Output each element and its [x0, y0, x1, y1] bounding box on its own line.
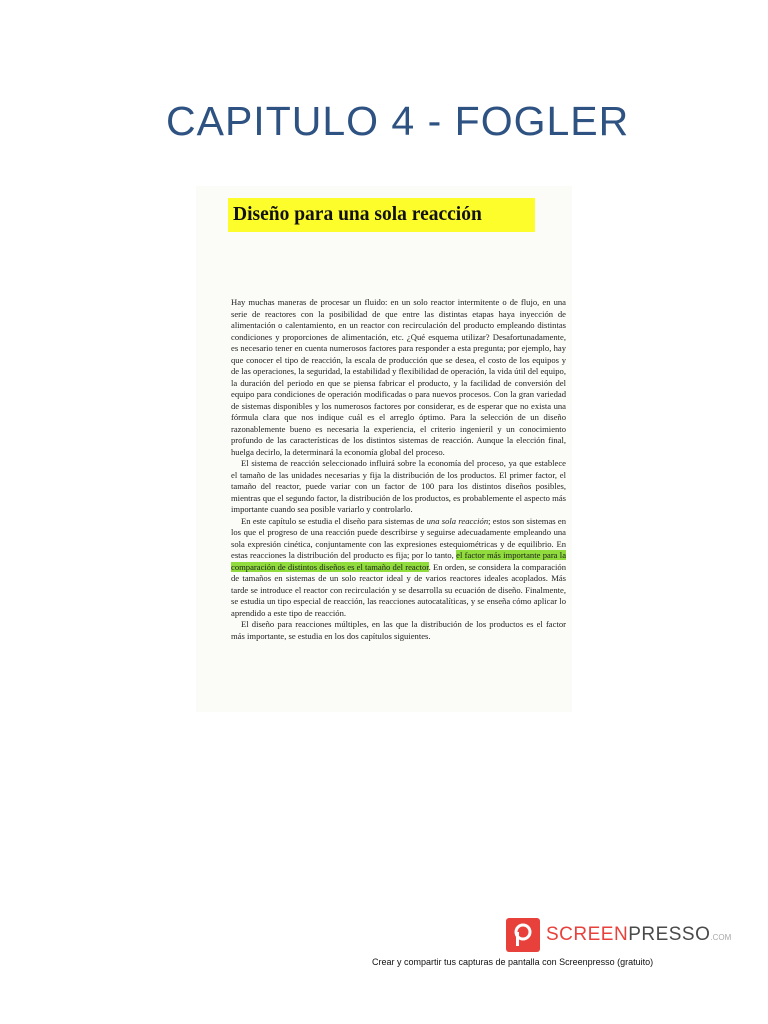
logo-presso: PRESSO [628, 924, 711, 945]
paragraph-4: El diseño para reacciones múltiples, en las que la distribución de los productos es el factor más importante, se estudia en los dos capítulos siguientes. [231, 619, 566, 641]
paragraph-2: El sistema de reacción seleccionado influirá sobre la economía del proceso, ya que establece el tamaño de las unidades necesarias y fija la distribución de los productos. El primer factor, el tamaño del reactor, puede variar con un factor de 100 para los distintos diseños posibles, mientras que el segundo factor, la distribución de los productos, es probablemente el aspecto más importante cuando sea posible variarlo y controlarlo. [231, 458, 566, 514]
logo-screen: SCREEN [546, 924, 629, 945]
scan-heading: Diseño para una sola reacción [228, 198, 535, 232]
screenpresso-note[interactable]: Crear y compartir tus capturas de pantalla con Screenpresso (gratuito) [372, 957, 654, 967]
page-title: CAPITULO 4 - FOGLER [166, 98, 630, 144]
emphasis-single-reaction: una sola reacción [426, 515, 489, 526]
screenpresso-p-icon [506, 918, 540, 952]
logo-suffix: .COM [710, 933, 732, 942]
scanned-page-image [196, 186, 572, 712]
paragraph-3 [231, 516, 566, 620]
paragraph-3-end: . En orden, se considera la comparación de tamaños en sistemas de un solo reactor ideal y de varios reactores ideales acoplados. Más tarde se introduce el reactor con recirculación y se desarrolla su ecuación de diseño. Finalmente, se estudia un tipo especial de reacción, las reacciones autocatalíticas, y se enseña cómo aplicar lo aprendido a este tipo de reacción. [231, 561, 566, 618]
paragraph-3-start: En este capítulo se estudia el diseño para sistemas de [241, 515, 427, 526]
highlighted-sentence: el factor más importante para la comparación de distintos diseños es el tamaño del reactor [231, 550, 567, 572]
screenpresso-wordmark [546, 924, 731, 946]
screenpresso-logo[interactable] [506, 918, 732, 952]
scan-body-text [231, 297, 566, 642]
paragraph-1: Hay muchas maneras de procesar un fluido: en un solo reactor intermitente o de flujo, en una serie de reactores con la posibilidad de que entre las distintas etapas haya inyección de alimentación o calentamiento, en un reactor con recirculación del producto empleando distintas condiciones y proporciones de alimentación, etc. ¿Qué esquema utilizar? Desafortunadamente, es necesario tener en cuenta numerosos factores para responder a esta pregunta; por ejemplo, hay que conocer el tipo de reacción, la escala de producción que se desea, el costo de los equipos y de las operaciones, la seguridad, la estabilidad y flexibilidad de operación, la vida útil del equipo, la duración del periodo en que se piensa fabricar el producto, y la facilidad de conversión del equipo para condiciones de operación modificadas o para nuevos procesos. Con la gran variedad de sistemas disponibles y los numerosos factores por considerar, es de esperar que no exista una fórmula clara que nos indique cuál es el arreglo óptimo. Para la selección de un diseño razonablemente bueno es necesaria la experiencia, el criterio ingenieril y un conocimiento profundo de las características de los distintos sistemas de reacción. Aunque la elección final, huelga decirlo, la determinará la economía global del proceso. [231, 297, 566, 457]
paragraph-3-middle: ; estos son sistemas en los que el progreso de una reacción puede describirse y seguirse adecuadamente empleando una sola expresión cinética, conjuntamente con las expresiones estequiométricas y de equilibrio. En estas reacciones la distribución del producto es fija; por lo tanto, [231, 515, 567, 560]
